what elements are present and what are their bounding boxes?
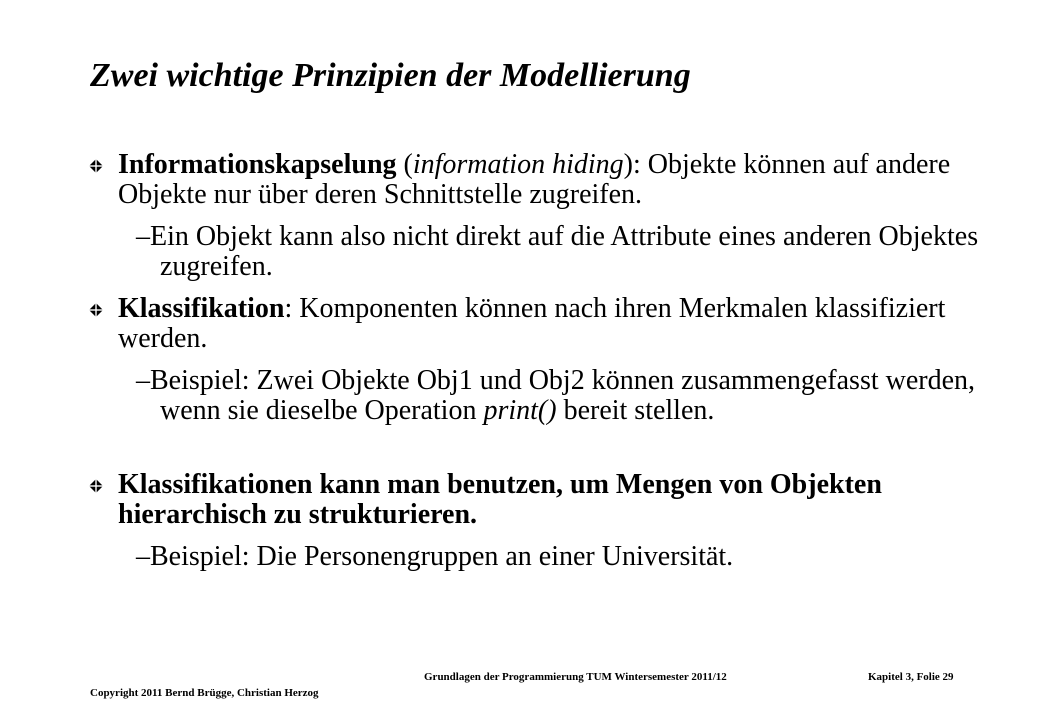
sub-bullet-beispiel-print <box>136 366 1020 426</box>
diamond-bullet-icon <box>89 159 103 173</box>
bullet-term: Klassifikation <box>118 293 285 324</box>
bullet-term-english: information hiding <box>412 149 624 180</box>
bullet-klassifikationen-hierarchie <box>118 470 998 530</box>
footer-copyright: Copyright 2011 Bernd Brügge, Christian Herzog <box>90 687 319 699</box>
sub-bullet-text: bereit stellen. <box>556 395 715 426</box>
bullet-klassifikation <box>118 294 998 354</box>
bullet-text: ): Objekte können auf andere Objekte nur über deren Schnittstelle zugreifen. <box>118 149 951 210</box>
slide-title: Zwei wichtige Prinzipien der Modellierung <box>90 57 691 94</box>
bullet-text: Klassifikationen kann man benutzen, um Mengen von Objekten hierarchisch zu strukturieren. <box>118 469 882 530</box>
bullet-text: : Komponenten können nach ihren Merkmalen klassifiziert werden. <box>118 293 946 354</box>
sub-bullet-objekt-zugriff: –Ein Objekt kann also nicht direkt auf die Attribute eines anderen Objektes zugreifen. <box>136 221 979 282</box>
bullet-term: Informationskapselung <box>118 149 397 180</box>
diamond-bullet-icon <box>89 479 103 493</box>
footer-slide-number: Kapitel 3, Folie 29 <box>868 671 954 683</box>
sub-bullet-personengruppen: –Beispiel: Die Personengruppen an einer Universität. <box>136 541 734 572</box>
footer-course: Grundlagen der Programmierung TUM Wintersemester 2011/12 <box>424 671 727 683</box>
operation-name: print() <box>483 395 557 426</box>
sub-bullet-text: –Beispiel: Zwei Objekte Obj1 und Obj2 können zusammengefasst werden, wenn sie dieselbe Operation <box>136 365 976 426</box>
bullet-informationskapselung <box>118 150 998 210</box>
diamond-bullet-icon <box>89 303 103 317</box>
bullet-text: ( <box>396 149 413 180</box>
